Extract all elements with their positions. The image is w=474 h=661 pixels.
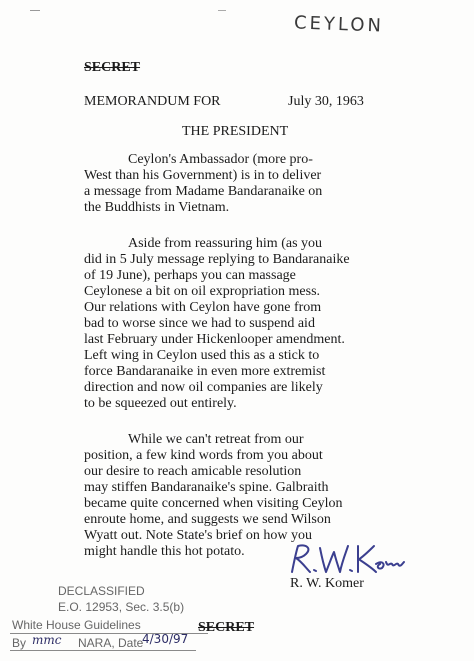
- classification-top: SECRET: [84, 60, 141, 75]
- paragraph-line: the Buddhists in Vietnam.: [84, 200, 230, 215]
- paragraph-line: might handle this hot potato.: [84, 544, 245, 559]
- typed-signature: R. W. Komer: [290, 576, 364, 591]
- paragraph-line: Ceylon's Ambassador (more pro-: [128, 152, 313, 167]
- paragraph-line: direction and now oil companies are likely: [84, 380, 323, 395]
- declassified-guidelines: White House Guidelines: [12, 618, 141, 632]
- paragraph-line: of 19 June), perhaps you can massage: [84, 268, 296, 283]
- paragraph-line: West than his Government) is in to deliver: [84, 168, 322, 183]
- corner-mark-left: [30, 10, 40, 17]
- paragraph-line: to be squeezed out entirely.: [84, 396, 237, 411]
- paragraph-line: enroute home, and suggests we send Wilson: [84, 512, 331, 527]
- corner-mark-right: [218, 10, 226, 17]
- handwritten-signature: [286, 542, 406, 578]
- paragraph-line: position, a few kind words from you about: [84, 448, 323, 463]
- declassified-by-label: By: [12, 636, 27, 650]
- declassified-initials: mmc: [32, 633, 62, 647]
- classification-bottom: SECRET: [198, 620, 255, 635]
- paragraph-line: a message from Madame Bandaranaike on: [84, 184, 323, 199]
- declassified-date: 4/30/97: [142, 632, 189, 646]
- paragraph-line: force Bandaranaike in even more extremist: [84, 364, 326, 379]
- memo-date: July 30, 1963: [288, 94, 364, 109]
- handwritten-ceylon-label: CEYLON: [293, 12, 385, 37]
- paragraph-line: became quite concerned when visiting Ceylon: [84, 496, 343, 511]
- paragraph-line: bad to worse since we had to suspend aid: [84, 316, 315, 331]
- memorandum-for: MEMORANDUM FOR: [84, 94, 221, 109]
- paragraph-line: While we can't retreat from our: [128, 432, 304, 447]
- memo-recipient: THE PRESIDENT: [182, 124, 289, 139]
- paragraph-line: Left wing in Ceylon used this as a stick to: [84, 348, 320, 363]
- paragraph-line: did in 5 July message replying to Bandaranaike: [84, 252, 350, 267]
- paragraph-line: our desire to reach amicable resolution: [84, 464, 302, 479]
- declassified-title: DECLASSIFIED: [58, 584, 145, 598]
- paragraph-line: Wyatt out. Note State's brief on how you: [84, 528, 312, 543]
- paragraph-line: Our relations with Ceylon have gone from: [84, 300, 322, 315]
- paragraph-line: last February under Hickenlooper amendment.: [84, 332, 345, 347]
- paragraph-line: Aside from reassuring him (as you: [128, 236, 323, 251]
- paragraph-line: Ceylonese a bit on oil expropriation mess.: [84, 284, 321, 299]
- declassified-underline: [10, 650, 196, 651]
- declassified-authority: E.O. 12953, Sec. 3.5(b): [58, 600, 185, 614]
- paragraph-line: may stiffen Bandaranaike's spine. Galbraith: [84, 480, 329, 495]
- nara-date-label: NARA, Date: [78, 636, 144, 650]
